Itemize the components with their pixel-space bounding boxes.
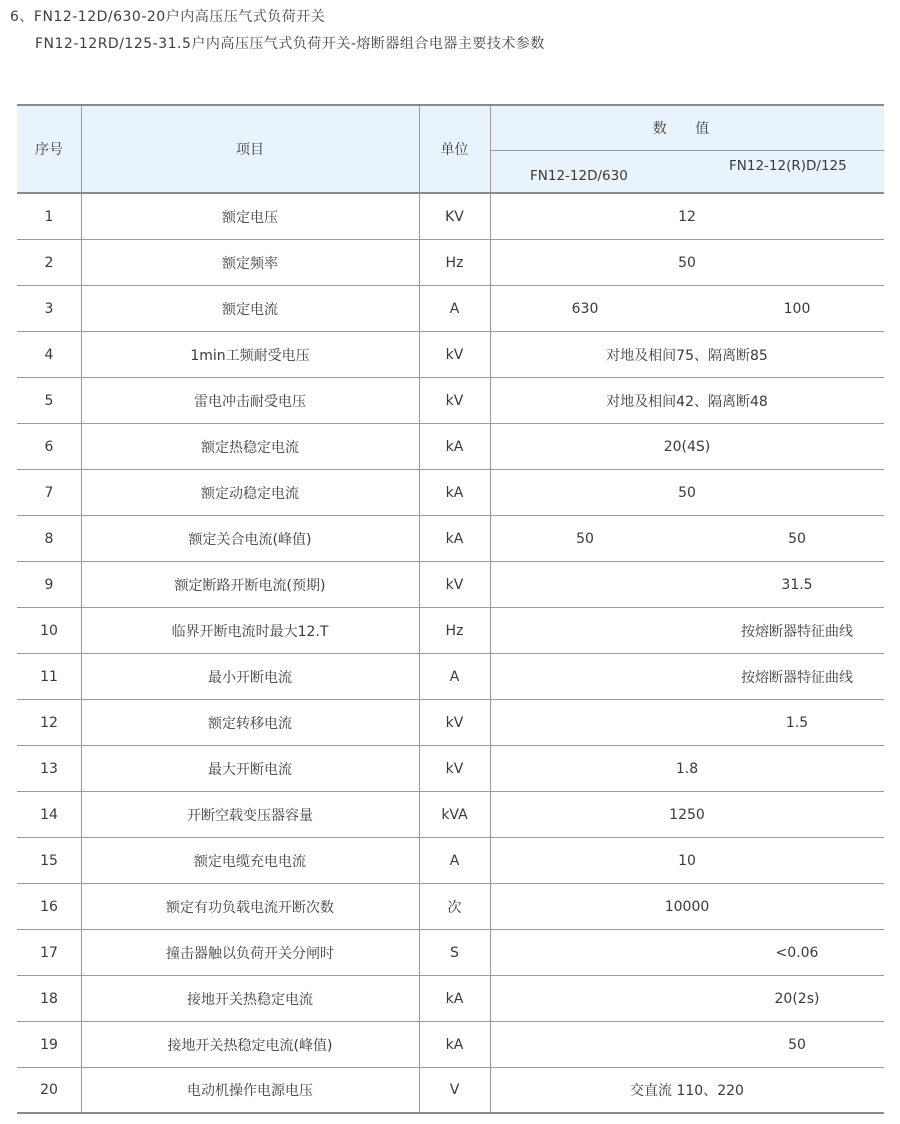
cell-unit: V bbox=[449, 1082, 460, 1098]
table-row bbox=[17, 1022, 884, 1068]
divider bbox=[490, 1068, 491, 1112]
divider bbox=[490, 884, 491, 929]
table-row bbox=[17, 240, 884, 286]
cell-no: 15 bbox=[40, 852, 58, 869]
divider bbox=[81, 654, 82, 699]
divider bbox=[490, 700, 491, 745]
divider bbox=[81, 746, 82, 791]
table-row bbox=[17, 792, 884, 838]
table-row bbox=[17, 1068, 884, 1114]
divider bbox=[419, 470, 420, 515]
cell-unit: S bbox=[450, 944, 459, 961]
divider bbox=[81, 286, 82, 331]
cell-unit: A bbox=[449, 300, 460, 317]
divider bbox=[419, 838, 420, 883]
divider bbox=[490, 470, 491, 515]
cell-item: 接地开关热稳定电流 bbox=[187, 991, 313, 1008]
divider bbox=[490, 424, 491, 469]
divider bbox=[419, 424, 420, 469]
cell-value-model-2: <0.06 bbox=[775, 944, 819, 961]
divider bbox=[419, 608, 420, 653]
table-row bbox=[17, 976, 884, 1022]
cell-value-model-2: 100 bbox=[783, 300, 811, 317]
table-row bbox=[17, 746, 884, 792]
cell-item: 额定电压 bbox=[222, 209, 278, 226]
divider bbox=[81, 470, 82, 515]
header-item: 项目 bbox=[236, 142, 264, 158]
divider bbox=[490, 746, 491, 791]
cell-unit: kV bbox=[445, 714, 464, 731]
cell-item: 雷电冲击耐受电压 bbox=[194, 393, 306, 410]
divider bbox=[419, 1022, 420, 1067]
cell-no: 19 bbox=[40, 1036, 58, 1053]
table-row bbox=[17, 884, 884, 930]
table-row bbox=[17, 700, 884, 746]
cell-value: 10000 bbox=[664, 898, 710, 915]
cell-no: 3 bbox=[44, 300, 54, 317]
cell-no: 2 bbox=[44, 254, 54, 271]
cell-item: 额定电流 bbox=[222, 301, 278, 318]
cell-no: 17 bbox=[40, 944, 58, 961]
cell-value-model-2: 按熔断器特征曲线 bbox=[741, 669, 853, 686]
divider bbox=[81, 884, 82, 929]
cell-item: 额定频率 bbox=[222, 255, 278, 272]
cell-no: 6 bbox=[44, 438, 54, 455]
header-value: 数 值 bbox=[652, 121, 722, 137]
cell-no: 12 bbox=[40, 714, 58, 731]
cell-item: 撞击器触以负荷开关分闸时 bbox=[166, 945, 334, 962]
table-row bbox=[17, 562, 884, 608]
divider bbox=[81, 106, 82, 192]
cell-value-model-2: 20(2s) bbox=[774, 990, 820, 1007]
cell-value: 20(4S) bbox=[663, 438, 711, 455]
divider bbox=[490, 562, 491, 607]
divider bbox=[490, 930, 491, 975]
divider bbox=[81, 424, 82, 469]
cell-item: 最小开断电流 bbox=[208, 669, 292, 686]
divider bbox=[490, 976, 491, 1021]
divider bbox=[81, 378, 82, 423]
divider bbox=[490, 838, 491, 883]
cell-unit: kV bbox=[445, 760, 464, 777]
cell-item: 额定断路开断电流(预期) bbox=[174, 577, 326, 594]
cell-value: 对地及相间42、隔离断48 bbox=[606, 393, 768, 410]
divider bbox=[419, 240, 420, 285]
table-row bbox=[17, 424, 884, 470]
divider bbox=[419, 194, 420, 239]
cell-item: 临界开断电流时最大12.T bbox=[171, 623, 329, 640]
divider bbox=[419, 1068, 420, 1112]
cell-unit: kA bbox=[445, 530, 464, 547]
divider bbox=[81, 240, 82, 285]
divider bbox=[81, 930, 82, 975]
cell-value-model-2: 按熔断器特征曲线 bbox=[741, 623, 853, 640]
divider bbox=[81, 562, 82, 607]
table-row bbox=[17, 838, 884, 884]
cell-unit: kA bbox=[445, 1036, 464, 1053]
table-row bbox=[17, 286, 884, 332]
divider bbox=[490, 106, 491, 192]
cell-value-model-2: 50 bbox=[788, 530, 806, 547]
divider bbox=[490, 654, 491, 699]
table-row bbox=[17, 516, 884, 562]
cell-value: 对地及相间75、隔离断85 bbox=[606, 347, 768, 364]
cell-no: 11 bbox=[40, 668, 58, 685]
divider bbox=[419, 654, 420, 699]
divider bbox=[419, 332, 420, 377]
divider bbox=[419, 884, 420, 929]
table-row bbox=[17, 930, 884, 976]
divider bbox=[81, 700, 82, 745]
cell-value-model-2: 50 bbox=[788, 1036, 806, 1053]
cell-no: 5 bbox=[44, 392, 54, 409]
cell-no: 14 bbox=[40, 806, 58, 823]
divider bbox=[490, 286, 491, 331]
cell-unit: KV bbox=[445, 208, 464, 225]
cell-no: 16 bbox=[40, 898, 58, 915]
cell-value-model-1: 630 bbox=[571, 300, 599, 317]
divider bbox=[81, 792, 82, 837]
table-header bbox=[17, 104, 884, 194]
cell-item: 1min工频耐受电压 bbox=[190, 347, 310, 364]
divider bbox=[490, 378, 491, 423]
cell-item: 额定关合电流(峰值) bbox=[188, 531, 312, 548]
divider bbox=[490, 194, 491, 239]
divider bbox=[419, 562, 420, 607]
cell-item: 额定动稳定电流 bbox=[201, 485, 299, 502]
divider bbox=[490, 240, 491, 285]
divider bbox=[81, 976, 82, 1021]
cell-item: 额定热稳定电流 bbox=[201, 439, 299, 456]
cell-unit: Hz bbox=[445, 254, 464, 271]
header-no: 序号 bbox=[35, 142, 63, 158]
cell-no: 18 bbox=[40, 990, 58, 1007]
divider bbox=[419, 792, 420, 837]
cell-no: 8 bbox=[44, 530, 54, 547]
cell-value: 交直流 110、220 bbox=[630, 1083, 744, 1099]
cell-no: 4 bbox=[44, 346, 54, 363]
cell-value-model-2: 31.5 bbox=[781, 576, 813, 593]
divider bbox=[81, 1068, 82, 1112]
cell-item: 额定电缆充电电流 bbox=[194, 853, 306, 870]
divider bbox=[81, 516, 82, 561]
cell-unit: kA bbox=[445, 438, 464, 455]
cell-item: 电动机操作电源电压 bbox=[187, 1083, 313, 1099]
cell-item: 额定转移电流 bbox=[208, 715, 292, 732]
heading-line-1: 6、FN12-12D/630-20户内高压压气式负荷开关 bbox=[10, 9, 326, 25]
cell-value: 50 bbox=[678, 254, 696, 271]
cell-unit: A bbox=[449, 668, 460, 685]
cell-no: 13 bbox=[40, 760, 58, 777]
divider bbox=[81, 838, 82, 883]
table-row bbox=[17, 332, 884, 378]
divider bbox=[490, 1022, 491, 1067]
divider bbox=[419, 286, 420, 331]
cell-item: 最大开断电流 bbox=[208, 761, 292, 778]
cell-value-model-1: 50 bbox=[576, 530, 594, 547]
cell-value: 50 bbox=[678, 484, 696, 501]
divider bbox=[419, 976, 420, 1021]
heading-line-2: FN12-12RD/125-31.5户内高压压气式负荷开关-熔断器组合电器主要技术参数 bbox=[35, 36, 545, 52]
cell-unit: kVA bbox=[441, 806, 468, 823]
divider bbox=[419, 746, 420, 791]
cell-value: 12 bbox=[678, 208, 696, 225]
cell-no: 20 bbox=[40, 1082, 58, 1098]
cell-unit: 次 bbox=[447, 899, 462, 916]
cell-no: 7 bbox=[44, 484, 54, 501]
cell-value: 1.8 bbox=[675, 760, 699, 777]
divider bbox=[419, 378, 420, 423]
cell-no: 10 bbox=[40, 622, 58, 639]
table-row bbox=[17, 470, 884, 516]
divider bbox=[419, 930, 420, 975]
table-row bbox=[17, 608, 884, 654]
header-model-1: FN12-12D/630 bbox=[530, 168, 628, 184]
table-body bbox=[17, 194, 884, 1114]
divider bbox=[419, 106, 420, 192]
header-divider bbox=[490, 150, 884, 151]
divider bbox=[81, 608, 82, 653]
cell-unit: Hz bbox=[445, 622, 464, 639]
cell-unit: kV bbox=[445, 392, 464, 409]
cell-no: 1 bbox=[44, 208, 54, 225]
divider bbox=[419, 700, 420, 745]
divider bbox=[419, 516, 420, 561]
divider bbox=[490, 792, 491, 837]
divider bbox=[490, 516, 491, 561]
cell-item: 开断空载变压器容量 bbox=[187, 807, 313, 824]
divider bbox=[490, 332, 491, 377]
cell-no: 9 bbox=[44, 576, 54, 593]
divider bbox=[81, 194, 82, 239]
table-row bbox=[17, 194, 884, 240]
cell-item: 接地开关热稳定电流(峰值) bbox=[167, 1037, 333, 1054]
parameter-table bbox=[17, 104, 884, 1114]
cell-value: 10 bbox=[678, 852, 696, 869]
table-row bbox=[17, 378, 884, 424]
divider bbox=[81, 1022, 82, 1067]
divider bbox=[81, 332, 82, 377]
cell-unit: kA bbox=[445, 990, 464, 1007]
divider bbox=[490, 608, 491, 653]
cell-value: 1250 bbox=[669, 806, 705, 823]
cell-unit: kV bbox=[445, 576, 464, 593]
table-row bbox=[17, 654, 884, 700]
header-model-2: FN12-12(R)D/125 bbox=[729, 158, 847, 174]
cell-unit: kV bbox=[445, 346, 464, 363]
cell-value-model-2: 1.5 bbox=[785, 714, 809, 731]
header-unit: 单位 bbox=[440, 142, 469, 158]
cell-unit: kA bbox=[445, 484, 464, 501]
cell-item: 额定有功负载电流开断次数 bbox=[166, 899, 334, 916]
cell-unit: A bbox=[449, 852, 460, 869]
